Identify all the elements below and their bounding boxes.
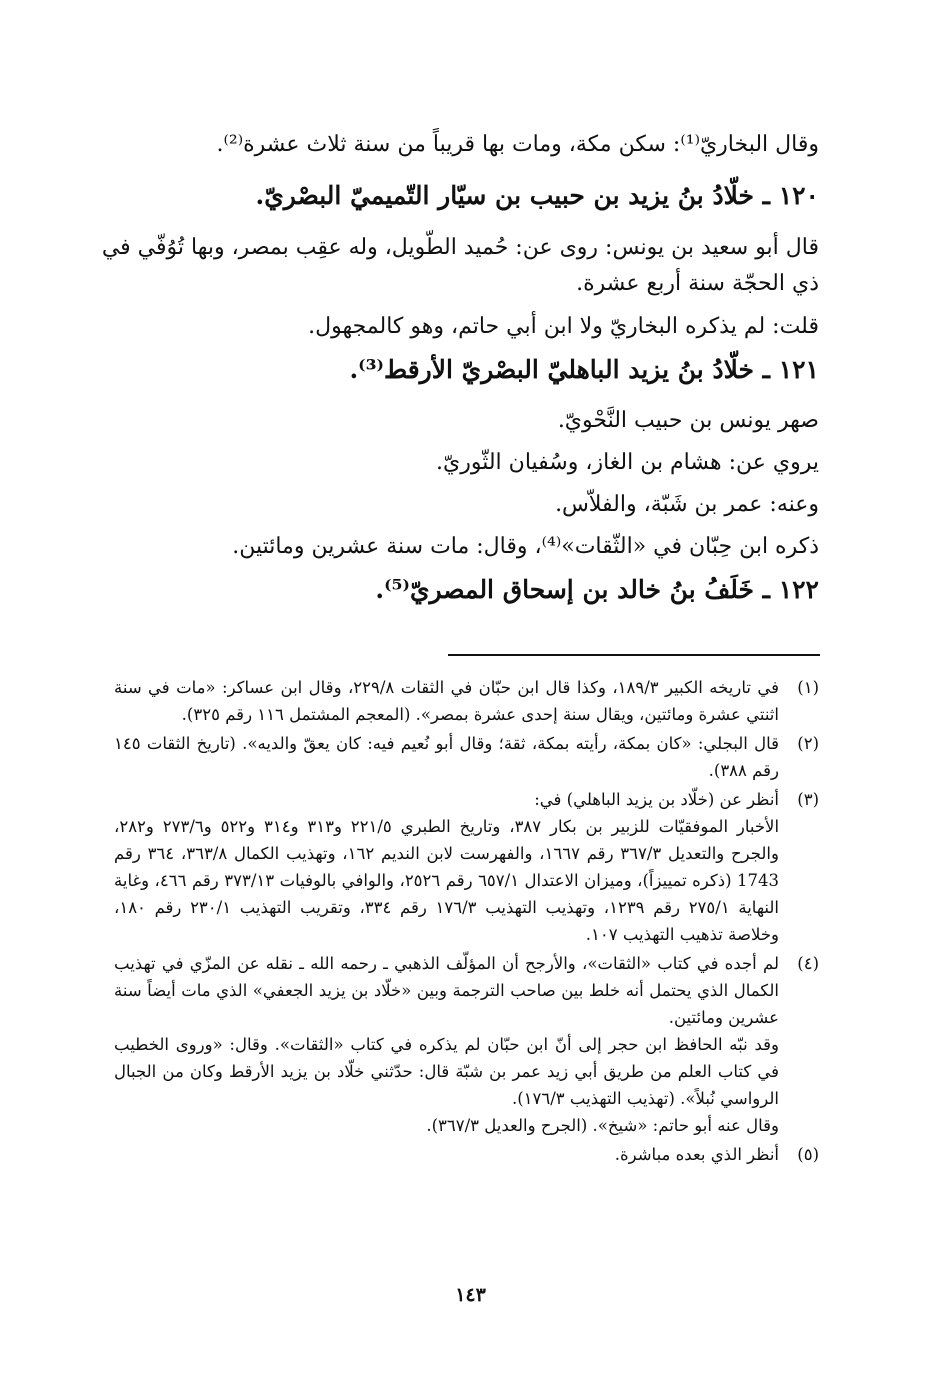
entry-120-note: قلت: لم يذكره البخاريّ ولا ابن أبي حاتم، وهو كالمجهول. [308,314,819,339]
footnote-3 [114,786,819,948]
footnote-4 [114,950,819,1139]
page-number: ١٤٣ [455,1284,486,1306]
footnote-separator [448,654,820,656]
entry-121-line-1: صهر يونس بن حبيب النَّحْويّ. [557,408,819,433]
footnote-number: (٥) [797,1145,819,1164]
footnote-sources: الأخبار الموفقيّات للزبير بن بكار ٣٨٧، وتاريخ الطبري ٢٢١/٥ و٣١٣ و٣١٤ و٥٢٢ و٢٧٣/٦ و٢٨٢، والجرح والتعديل ٣٦٧/٣ رقم ١٦٦٧، والفهرست لابن النديم ١٦٢، وتهذيب الكمال ٣٦٣/٨، ٣٦٤ رقم 1743 (ذكره تمييزاً)، وميزان الاعتدال ٦٥٧/١ رقم ٢٥٢٦، والوافي بالوفيات ٣٧٣/١٣ رقم ٤٦٦، وغاية النهاية ٢٧٥/١ رقم ١٢٣٩، وتهذيب التهذيب ١٧٦/٣ رقم ٣٣٤، وتقريب التهذيب ٢٣٠/١ رقم ١٨٠، وخلاصة تذهيب التهذيب ١٠٧. [114,817,780,944]
footnote-text: أنظر عن (خلّاد بن يزيد الباهلي) في: [534,790,779,809]
entry-121-line-4: ذكره ابن حِبّان في «الثّقات»⁽⁴⁾، وقال: مات سنة عشرين ومائتين. [232,534,819,559]
entry-121-line-2: يروي عن: هشام بن الغاز، وسُفيان الثّوريّ. [436,450,819,475]
entry-121-heading: ١٢١ ـ خلّادُ بنُ يزيد الباهليّ البصْريّ الأرقط⁽³⁾. [349,355,819,384]
footnote-number: (٣) [797,790,819,809]
footnote-number: (٢) [797,734,819,753]
footnote-continuation-2: وقال عنه أبو حاتم: «شيخ». (الجرح والعديل ٣٦٧/٣). [426,1116,779,1135]
footnote-2 [114,730,819,784]
entry-121-line-3: وعنه: عمر بن شَبّة، والفلاّس. [555,492,819,517]
entry-120-paragraph: قال أبو سعيد بن يونس: روى عن: حُميد الطّويل، وله عقِب بمصر، وبها تُوُفّي في ذي الحجّة سنة أربع عشرة. [101,235,819,296]
bukhari-line: وقال البخاريّ⁽¹⁾: سكن مكة، ومات بها قريباً من سنة ثلاث عشرة⁽²⁾. [216,132,819,157]
entry-122-heading: ١٢٢ ـ خَلَفُ بنُ خالد بن إسحاق المصريّ⁽⁵⁾. [375,575,819,604]
main-text [101,128,819,624]
footnotes [114,674,819,1170]
footnote-text: أنظر الذي بعده مباشرة. [614,1145,779,1164]
footnote-5 [114,1141,819,1168]
footnote-text: في تاريخه الكبير ١٨٩/٣، وكذا قال ابن حبّان في الثقات ٢٢٩/٨، وقال ابن عساكر: «مات في سنة اثنتي عشرة ومائتين، ويقال سنة إحدى عشرة بمصر». (المعجم المشتمل ١١٦ رقم ٣٢٥). [114,678,779,724]
footnote-1 [114,674,819,728]
entry-120-heading: ١٢٠ ـ خلّادُ بنُ يزيد بن حبيب بن سيّار التّميميّ البصْريّ. [255,181,819,210]
footnote-continuation: وقد نبّه الحافظ ابن حجر إلى أنّ ابن حبّان لم يذكره في كتاب «الثقات». وقال: «وروى الخطيب في كتاب العلم من طريق أبي زيد عمر بن شبّة قال: حدّثني خلّاد بن يزيد الأرقط وكان من الجبال الرواسي نُبلاً». (تهذيب التهذيب ١٧٦/٣). [114,1035,779,1108]
footnote-number: (٤) [797,954,819,973]
footnote-text: لم أجده في كتاب «الثقات»، والأرجح أن المؤلّف الذهبي ـ رحمه الله ـ نقله عن المزّي في تهذيب الكمال الذي يحتمل أنه خلط بين صاحب الترجمة وبين «خلّاد بن يزيد الجعفي» الذي مات أيضاً سنة عشرين ومائتين. [114,954,779,1027]
footnote-text: قال البجلي: «كان بمكة، رأيته بمكة، ثقة؛ وقال أبو نُعيم فيه: كان يعقّ والديه». (تاريخ الثقات ١٤٥ رقم ٣٨٨). [114,734,779,780]
footnote-number: (١) [797,678,819,697]
